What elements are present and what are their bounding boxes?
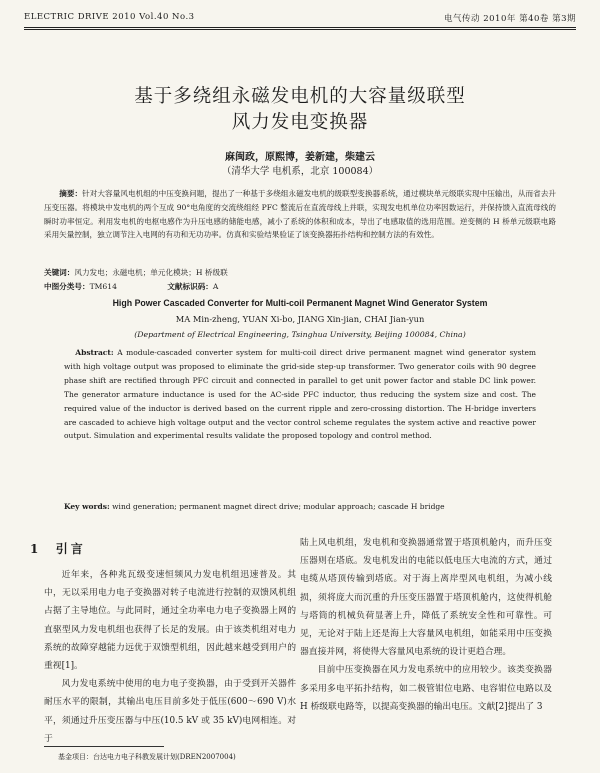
section-number: 1 [30,542,42,556]
body-paragraph: 陆上风电机组，发电机和变换器通常置于塔顶机舱内，而升压变压器则在塔底。发电机发出的电能以低电压大电流的方式，通过电缆从塔顶传输到塔底。对于海上离岸型风电机组，为减小线损，须将庞大而沉重的升压变压器置于塔顶机舱内，这使得机舱与塔筒的机械负荷显著上升，降低了系统安全性和可靠性。可见，无论对于陆上还是海上大容量风电机组，如能采用中压变换器直接并网，将使得大容量风电系统的设计更趋合理。 [300,538,552,658]
abstract-cn-text: 针对大容量风电机组的中压变换问题，提出了一种基于多绕组永磁发电机的级联型变换器系统，通过模块单元级联实现中压输出，从而省去升压变压器。将模块中发电机的两个互成 90°电角度的交流绕组经 PFC 整流后在直流母线上并联，实现发电机单位功率因数运行，并保持馈入直流母线的瞬时功率恒定。利用发电机的电枢电感作为升压电感的储能电感，减小了系统的体积和成本，导出了电感取值的选用范围。逆变侧的 H 桥单元级联电路采用矢量控制，独立调节注入电网的有功和无功功率。仿真和实验结果验证了该变换器拓扑结构和控制方法的有效性。 [44,189,556,240]
header-left: ELECTRIC DRIVE 2010 Vol.40 No.3 [24,12,195,22]
body-paragraph: 近年来，各种兆瓦级变速恒频风力发电机组迅速普及。其中，无以采用电力电子变换器对转子电流进行控制的双馈风机组占据了主导地位。与此同时，通过全功率电力电子变换器上网的直驱型风力发电机组也获得了长足的发展。由于该类机组对电力系统的故障穿越能力远优于双馈型机组，因此越来越受到用户的重视[1]。 [44,570,296,672]
keywords-cn-text: 风力发电；永磁电机；单元化模块；H 桥级联 [74,268,228,277]
abstract-cn [44,187,556,242]
header-rule-2 [24,29,576,30]
section-title: 引言 [55,542,86,556]
authors-en: MA Min-zheng, YUAN Xi-bo, JIANG Xin-jian, CHAI Jian-yun [175,314,425,324]
doc-code-label: 文献标识码： [167,282,213,291]
clc-value: TM614 [89,282,117,291]
keywords-cn-label: 关键词： [44,268,75,277]
keywords-en-label: Key words: [64,502,110,511]
doc-code-value: A [212,282,219,291]
authors-cn: 麻闽政，原熙博，姜新建，柴建云 [225,152,375,163]
abstract-en [64,346,536,443]
body-paragraph: 风力发电系统中使用的电力电子变换器，由于受到开关器件耐压水平的限制，其输出电压目前多处于低压(600～690 V)水平，须通过升压变压器与中压(10.5 kV 或 35 kV)电网相连。对于 [44,679,296,744]
body-column-right [300,534,552,716]
paper-title-en: High Power Cascaded Converter for Multi-coil Permanent Magnet Wind Generator System [112,298,488,308]
body-paragraph: 目前中压变换器在风力发电系统中的应用较少。该类变换器多采用多电平拓扑结构，如二极管钳位电路、电容钳位电路以及 H 桥级联电路等，以提高变换器的输出电压。文献[2]提出了 3 [300,665,552,712]
header-right: 电气传动 2010年 第40卷 第3期 [444,14,576,24]
classification-cn [44,280,556,293]
section-heading [30,540,86,557]
keywords-en [64,501,536,513]
keywords-cn [44,266,556,279]
paper-title-line-1: 基于多绕组永磁发电机的大容量级联型 [134,86,466,107]
affiliation-en: (Department of Electrical Engineering, Tsinghua University, Beijing 100084, China) [134,330,466,339]
footnote: 基金项目：台达电力电子科教发展计划(DREN2007004) [58,753,236,761]
affiliation-cn: （清华大学 电机系，北京 100084） [221,166,379,177]
abstract-cn-label: 摘要： [59,189,83,198]
keywords-en-text: wind generation; permanent magnet direct drive; modular approach; cascade H bridge [112,502,445,511]
running-header [24,12,576,26]
paper-title-line-2: 风力发电变换器 [231,112,369,133]
header-rule [24,27,576,28]
footnote-rule [44,746,164,747]
abstract-en-label: Abstract: [75,348,114,357]
abstract-en-text: A module-cascaded converter system for multi-coil direct drive permanent magnet wind generator system with high voltage output was proposed to eliminate the grid-side step-up transformer. Two generator coils with 90 degree phase shift are rectified through PFC circuit and connected in parallel to get unit power factor and stable DC link power. The generator armature inductance is used for the AC-side PFC inductor, thus reducing the system size and cost. The required value of the inductor is derived based on the current ripple and zero-crossing distortion. The H-bridge inverters are cascaded to achieve high voltage output and the vector control scheme regulates the system active and reactive power output. Simulation and experimental results validate the proposed topology and control method. [64,348,537,441]
clc-label: 中图分类号： [44,282,90,291]
body-column-left [44,566,296,748]
